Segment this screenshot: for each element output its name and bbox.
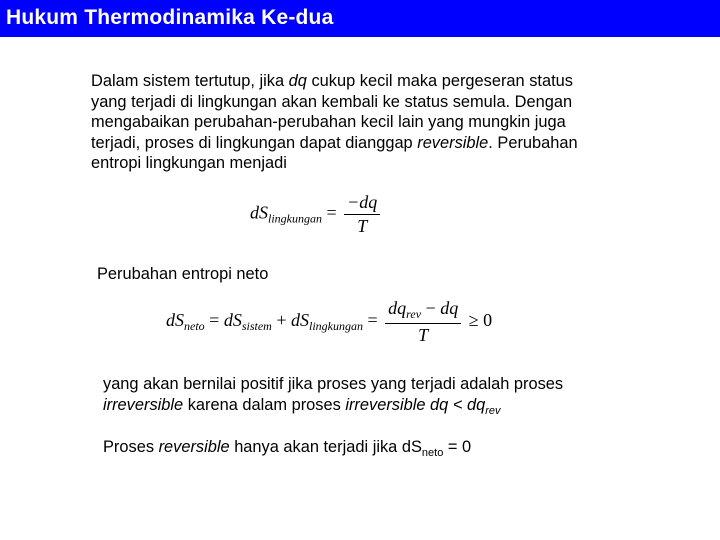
intro-line-2: yang terjadi di lingkungan akan kembali ke status semula. Dengan: [91, 92, 573, 111]
fraction-net: $\frac{dq_{rev} - dq}{T}$: [385, 298, 461, 346]
paragraph-reversible: Proses reversible hanya akan terjadi jika $dS_{neto} = 0$: [103, 438, 472, 459]
equation-net-entropy: $dS_{neto} = dS_{sistem} + dS_{lingkungan}$ = $\frac{dq_{rev} - dq}{T}$ ≥ 0: [166, 298, 493, 345]
title-bar: [0, 0, 720, 37]
intro-line-1: Dalam sistem tertutup, jika dq cukup kecil maka pergeseran status: [91, 72, 573, 90]
intro-line-5: entropi lingkungan menjadi: [91, 154, 287, 172]
irrev-line-2: irreversible karena dalam proses irreversible dq < $dq_{rev}$: [103, 395, 501, 417]
label-net-entropy: Perubahan entropi neto: [97, 265, 269, 283]
slide-title: Hukum Thermodinamika Ke-dua: [6, 6, 334, 29]
irrev-line-1: yang akan bernilai positif jika proses yang terjadi adalah proses: [103, 375, 564, 393]
paragraph-intro: [91, 71, 578, 174]
intro-line-4: terjadi, proses di lingkungan dapat dianggap reversible. Perubahan: [91, 133, 578, 152]
fraction-dq-over-T: $\frac{-dq}{T}$: [344, 192, 380, 237]
equation-entropy-surroundings: $dS_{lingkungan}$ = $\frac{-dq}{T}$: [250, 192, 383, 237]
paragraph-irreversible: [103, 374, 563, 421]
intro-line-3: mengabaikan perubahan-perubahan kecil lain yang mungkin juga: [91, 113, 566, 131]
